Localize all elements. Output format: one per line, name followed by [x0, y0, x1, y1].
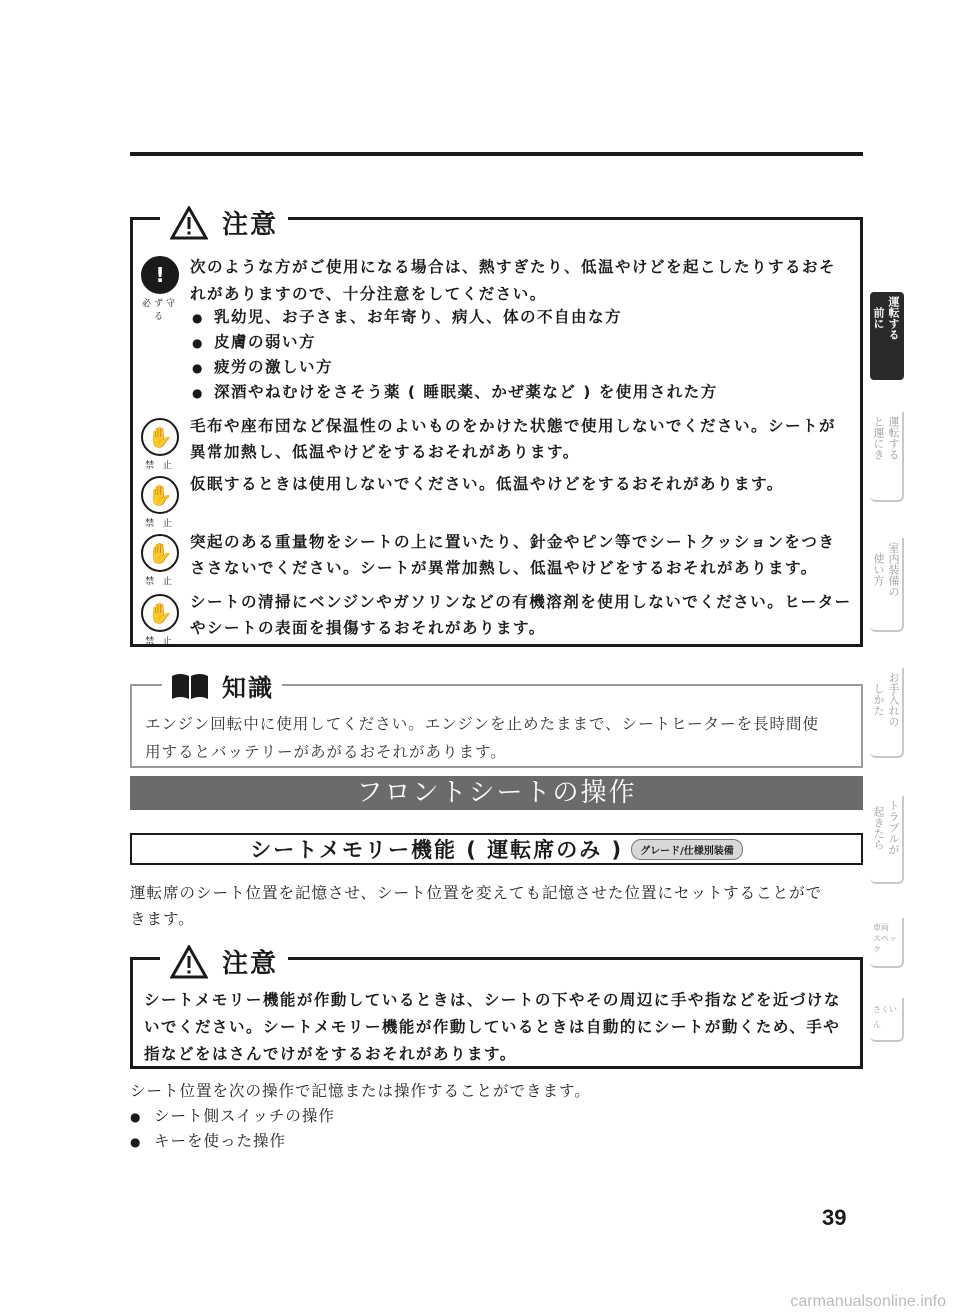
prohibit-symbol: ✋ 禁 止 [140, 418, 180, 471]
knowledge-header [162, 668, 282, 703]
no-touch-hand-icon: ✋ [141, 418, 179, 456]
caution-bullet: ● 乳幼児、お子さま、お年寄り、病人、体の不自由な方 [192, 303, 622, 332]
caution-intro-line1: 次のような方がご使用になる場合は、熱すぎたり、低温やけどを起こしたりするおそ [190, 258, 837, 276]
tab-before-driving[interactable]: 前に 運転する [870, 292, 904, 380]
tab-trouble[interactable]: 起きたら トラブルが [870, 796, 904, 884]
no-touch-hand-icon: ✋ [141, 476, 179, 514]
caution2-line3: 指などをはさんでけがをするおそれがあります。 [144, 1045, 517, 1063]
prohibit-text-3a: 突起のある重量物をシートの上に置いたり、針金やピン等でシートクッションをつき [190, 533, 836, 551]
prohibit-text-2: 仮眠するときは使用しないでください。低温やけどをするおそれがあります。 [190, 475, 784, 493]
caution-title-2: 注意 [222, 949, 279, 979]
book-icon [170, 671, 210, 701]
knowledge-title: 知識 [222, 674, 274, 702]
caution-header-2 [160, 943, 288, 980]
operation-item: ● シート側スイッチの操作 [130, 1103, 335, 1130]
prohibit-text-4b: やシートの表面を損傷するおそれがあります。 [190, 619, 546, 637]
feature-title: シートメモリー機能 ( 運転席のみ ) [250, 838, 624, 862]
prohibit-text-4a: シートの清掃にベンジンやガソリンなどの有機溶剤を使用しないでください。ヒーター [190, 593, 852, 611]
exclamation-icon: ! [141, 256, 179, 294]
feature-title-box [130, 833, 863, 865]
tab-care[interactable]: しかた お手入れの [870, 668, 904, 758]
caution-header-1 [160, 204, 288, 241]
operation-item: ● キーを使った操作 [130, 1128, 286, 1155]
tab-specs[interactable]: 車両 スペック [870, 918, 904, 968]
warning-triangle-icon [170, 945, 208, 979]
prohibit-text-1a: 毛布や座布団など保温性のよいものをかけた状態で使用しないでください。シートが [190, 417, 837, 435]
caution2-line2: いでください。シートメモリー機能が作動しているときは自動的にシートが動くため、手や [144, 1018, 841, 1036]
prohibit-text-3b: ささないでください。シートが異常加熱し、低温やけどをするおそれがあります。 [190, 559, 818, 577]
caution2-line1: シートメモリー機能が作動しているときは、シートの下やその周辺に手や指などを近づけな [144, 991, 841, 1009]
section-title-bar: フロントシートの操作 [130, 776, 863, 810]
feature-description: 運転席のシート位置を記憶させ、シート位置を変えても記憶させた位置にセットすることがで きます。 [130, 884, 823, 928]
caution-bullet: ● 深酒やねむけをさそう薬 ( 睡眠薬、かぜ薬など ) を使用された方 [192, 378, 718, 407]
must-do-symbol [140, 256, 180, 322]
tab-driving[interactable]: と運にき 運転する [870, 412, 904, 502]
must-do-label: 必ず守る [141, 299, 178, 322]
page-number: 39 [822, 1205, 847, 1230]
knowledge-text: エンジン回転中に使用してください。エンジンを止めたままで、シートヒーターを長時間使 用するとバッテリーがあがるおそれがあります。 [145, 715, 820, 761]
grade-badge: グレード/仕様別装備 [631, 839, 743, 860]
prohibit-symbol: ✋ 禁 止 [140, 476, 180, 529]
no-touch-hand-icon: ✋ [141, 594, 179, 632]
tab-index[interactable]: さくいん [870, 998, 904, 1042]
warning-triangle-icon [170, 206, 208, 240]
caution-title-1: 注意 [222, 210, 279, 240]
tab-interior[interactable]: 使い方 室内装備の [870, 538, 904, 632]
top-rule [130, 152, 863, 156]
no-touch-hand-icon: ✋ [141, 534, 179, 572]
prohibit-text-1b: 異常加熱し、低温やけどをするおそれがあります。 [190, 443, 580, 461]
caution-bullet: ● 疲労の激しい方 [192, 353, 333, 382]
caution-intro-line2: れがありますので、十分注意をしてください。 [190, 285, 547, 303]
watermark: carmanualsonline.info [790, 1293, 946, 1310]
prohibit-symbol: ✋ 禁 止 [140, 534, 180, 587]
prohibit-symbol: ✋ 禁 止 [140, 594, 180, 647]
operations-intro: シート位置を次の操作で記憶または操作することができます。 [130, 1082, 591, 1100]
caution-bullet: ● 皮膚の弱い方 [192, 328, 316, 357]
